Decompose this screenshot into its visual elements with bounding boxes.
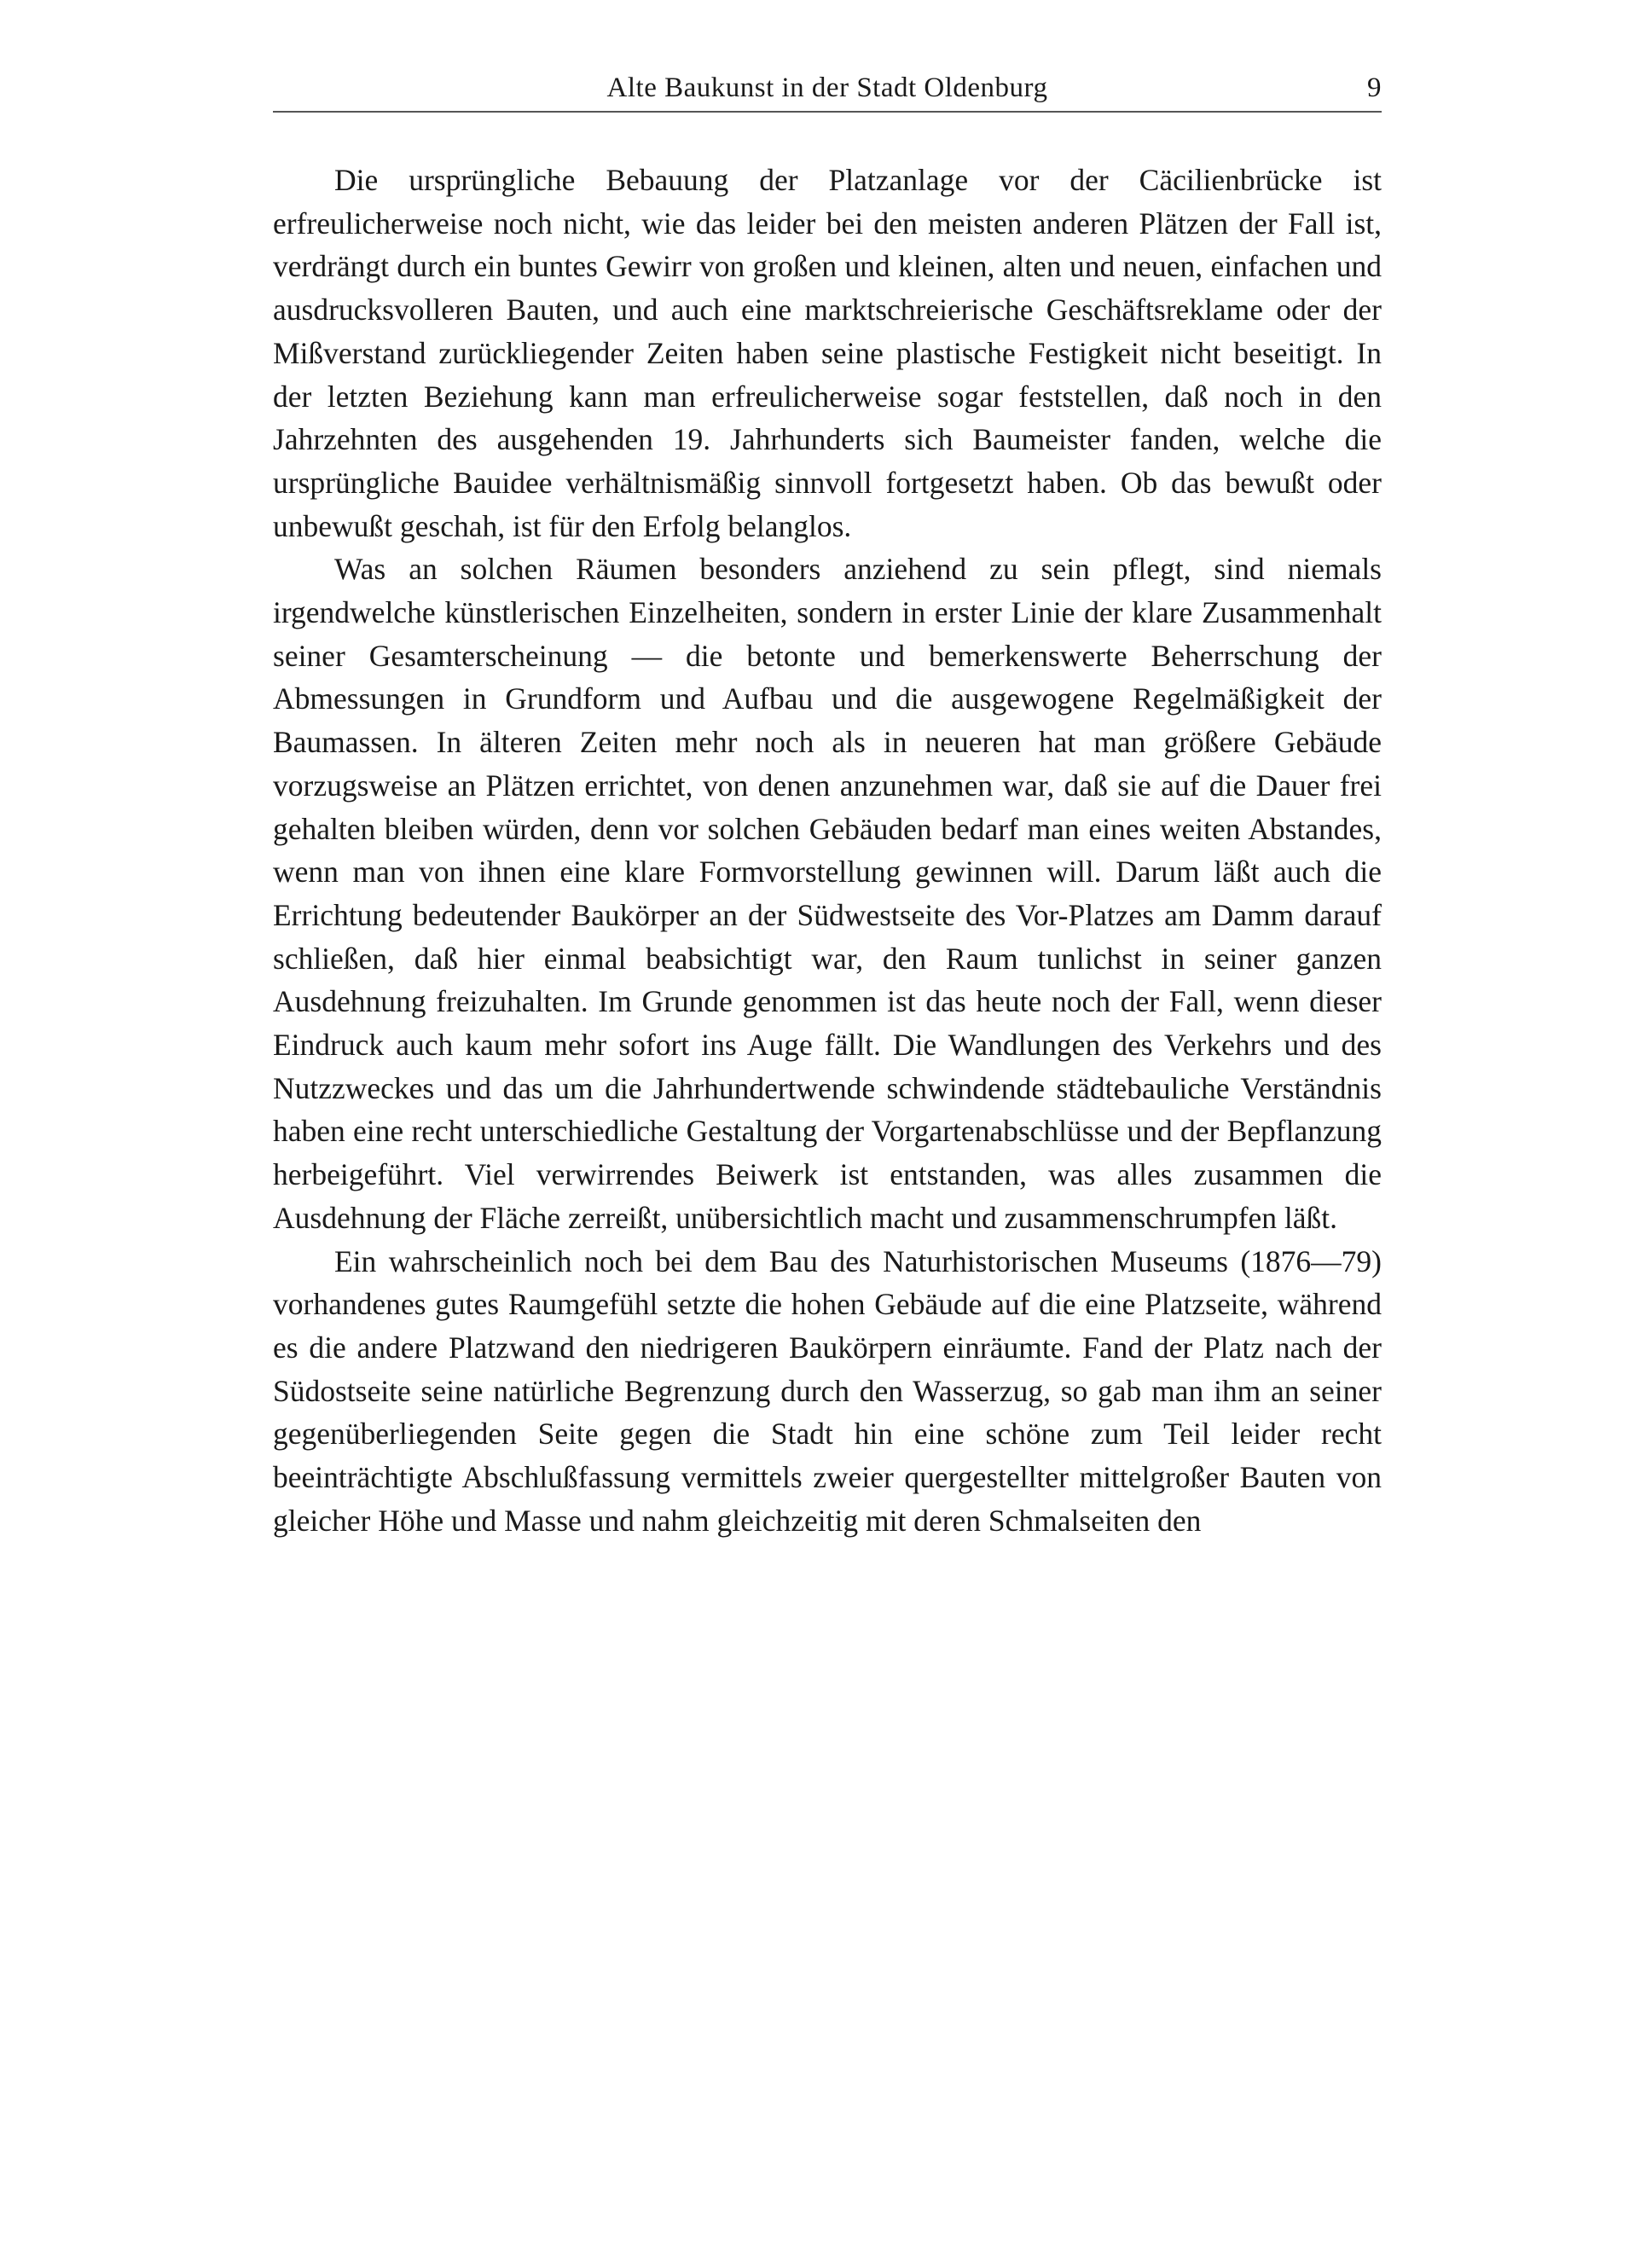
paragraph: Ein wahrscheinlich noch bei dem Bau des Naturhistorischen Museums (1876—79) vorhandenes gutes Raumgefühl setzte die hohen Gebäude auf die eine Platzseite, während es die andere Platzwand den niedrigeren Baukörpern einräumte. Fand der Platz nach der Südostseite seine natürliche Begrenzung durch den Wasserzug, so gab man ihm an seiner gegenüberliegenden Seite gegen die Stadt hin eine schöne zum Teil leider recht beeinträchtigte Abschlußfassung vermittels zweier quergestellter mittelgroßer Bauten von gleicher Höhe und Masse und nahm gleichzeitig mit deren Schmalseiten den [273, 1243, 1382, 1538]
header-rule [273, 111, 1382, 113]
body-text [273, 159, 1382, 1543]
page-number: 9 [1367, 72, 1382, 103]
paragraph: Die ursprüngliche Bebauung der Platzanlage vor der Cäcilienbrücke ist erfreulicherweise noch nicht, wie das leider bei den meisten anderen Plätzen der Fall ist, verdrängt durch ein buntes Gewirr von großen und kleinen, alten und neuen, einfachen und ausdrucksvolleren Bauten, und auch eine marktschreierische Geschäftsreklame oder der Mißverstand zurückliegender Zeiten haben seine plastische Festigkeit nicht beseitigt. In der letzten Beziehung kann man erfreulicherweise sogar feststellen, daß noch in den Jahrzehnten des ausgehenden 19. Jahrhunderts sich Baumeister fanden, welche die ursprüngliche Bauidee verhältnismäßig sinnvoll fortgesetzt haben. Ob das bewußt oder unbewußt geschah, ist für den Erfolg belanglos. [273, 163, 1382, 543]
running-header [273, 67, 1382, 109]
paragraph: Was an solchen Räumen besonders anziehend zu sein pflegt, sind niemals irgendwelche künstlerischen Einzelheiten, sondern in erster Linie der klare Zusammenhalt seiner Gesamterscheinung — die betonte und bemerkenswerte Beherrschung der Abmessungen in Grundform und Aufbau und die ausgewogene Regelmäßigkeit der Baumassen. In älteren Zeiten mehr noch als in neueren hat man größere Gebäude vorzugsweise an Plätzen errichtet, von denen anzunehmen war, daß sie auf die Dauer frei gehalten bleiben würden, denn vor solchen Gebäuden bedarf man eines weiten Abstandes, wenn man von ihnen eine klare Formvorstellung gewinnen will. Darum läßt auch die Errichtung bedeutender Baukörper an der Südwestseite des Vor-Platzes am Damm darauf schließen, daß hier einmal beabsichtigt war, den Raum tunlichst in seiner ganzen Ausdehnung freizuhalten. Im Grunde genommen ist das heute noch der Fall, wenn dieser Eindruck auch kaum mehr sofort ins Auge fällt. Die Wandlungen des Verkehrs und des Nutzzweckes und das um die Jahrhundertwende schwindende städtebauliche Verständnis haben eine recht unterschiedliche Gestaltung der Vorgartenabschlüsse und der Bepflanzung herbeigeführt. Viel verwirrendes Beiwerk ist entstanden, was alles zusammen die Ausdehnung der Fläche zerreißt, unübersichtlich macht und zusammenschrumpfen läßt. [273, 552, 1382, 1235]
running-title: Alte Baukunst in der Stadt Oldenburg [606, 72, 1048, 103]
